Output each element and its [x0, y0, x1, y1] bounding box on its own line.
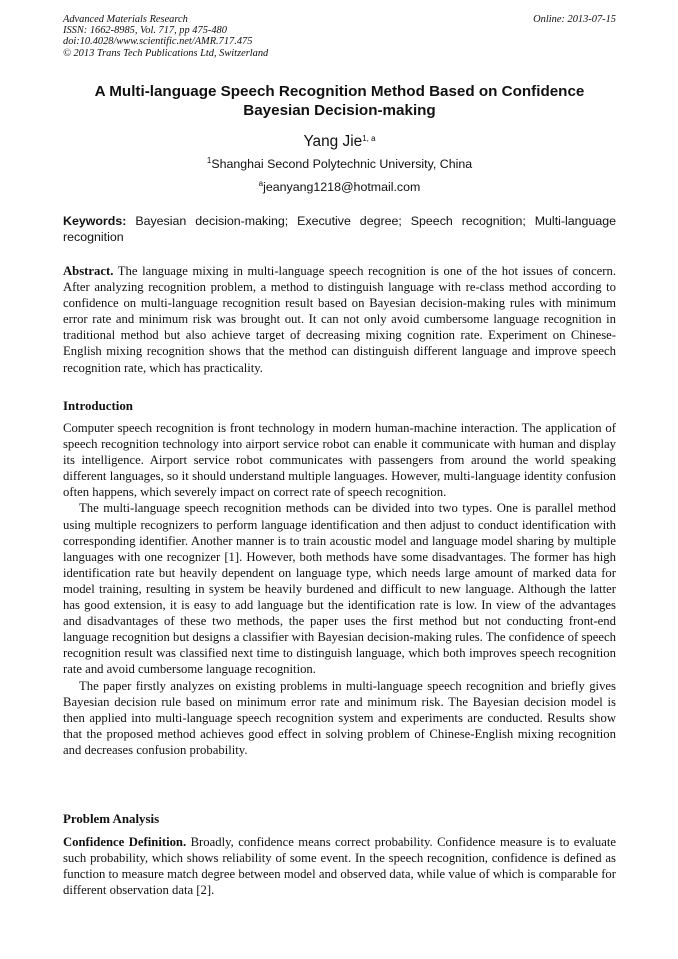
keywords-section — [63, 213, 616, 245]
journal-issn: ISSN: 1662-8985, Vol. 717, pp 475-480 — [63, 25, 227, 37]
author-line — [63, 133, 616, 151]
journal-name: Advanced Materials Research — [63, 14, 188, 25]
online-date: Online: 2013-07-15 — [533, 14, 616, 25]
keywords-label: Keywords: — [63, 214, 127, 228]
author-name: Yang Jie — [303, 133, 363, 150]
abstract-label: Abstract. — [63, 264, 114, 278]
confidence-definition-text: Broadly, confidence means correct probability. Confidence measure is to evaluate such probability, which shows reliability of some event. In the speech recognition, confidence is defined as function to measure match degree between model and observed data, while value of which is comparable for different observation data [2]. — [63, 835, 616, 898]
journal-doi: doi:10.4028/www.scientific.net/AMR.717.475 — [63, 36, 253, 48]
problem-analysis-heading: Problem Analysis — [63, 812, 160, 826]
abstract-text: The language mixing in multi-language speech recognition is one of the hot issues of concern. After analyzing recognition problem, a method to distinguish language with re-class method according to confidence on multi-language recognition result based on Bayesian decision-making rules with minimum error rate and minimum risk was brought out. It can not only avoid cumbersome language recognition in traditional method but also achieve target of decreasing mixing cognition rate. Experiment on Chinese-English mixing recognition shows that the method can distinguish different language and improve speech recognition rate, which has practicality. — [63, 264, 616, 375]
affiliation-line — [63, 157, 616, 172]
introduction-paragraph-2: The multi-language speech recognition methods can be divided into two types. One is parallel method using multiple recognizers to perform language identification and then adjust to conduct identification with corresponding identifier. Another manner is to train acoustic model and language model sharing by multiple languages with one recognizer [1]. However, both methods have some disadvantages. The former has high identification rate but heavily dependent on language type, which needs large amount of marked data for model training, resulting in system be heavily burdened and difficult to new language. Although the latter has good extension, it is easy to add language but the identification rate is low. In view of the advantages and disadvantages of these two methods, the paper uses the first method but not conducting front-end language recognition but designs a classifier with Bayesian decision-making rules. The confidence of speech recognition result was classified next time to distinguish language, which both improves speech recognition rate and avoid cumbersome language recognition. — [63, 501, 616, 677]
journal-header — [63, 14, 616, 59]
email-mark: a — [258, 179, 264, 188]
author-marks: 1, a — [362, 134, 376, 143]
introduction-paragraph-3: The paper firstly analyzes on existing problems in multi-language speech recognition and briefly gives Bayesian decision rule based on minimum error rate and minimum risk. The Bayesian decision model is then applied into multi-language speech recognition system and experiments are conducted. Results show that the proposed method achieves good effect in solving problem of Chinese-English mixing recognition and decreases confusion probability. — [63, 678, 616, 757]
confidence-definition-paragraph — [63, 834, 616, 898]
introduction-section — [63, 420, 616, 758]
introduction-heading: Introduction — [63, 399, 133, 413]
problem-analysis-section — [63, 834, 616, 898]
abstract-paragraph — [63, 263, 616, 376]
keywords-text: Bayesian decision-making; Executive degree; Speech recognition; Multi-language recognition — [63, 214, 617, 244]
journal-copyright: © 2013 Trans Tech Publications Ltd, Switzerland — [63, 47, 269, 59]
journal-info — [63, 14, 268, 59]
confidence-definition-label: Confidence Definition. — [63, 835, 187, 849]
introduction-paragraph-1: Computer speech recognition is front technology in modern human-machine interaction. The application of speech recognition technology into airport service robot can enable it communicate with human and display its intelligence. Airport service robot communicates with passengers from around the world speaking different languages, so it should understand multiple languages. However, multi-language identity confusion often happens, which severely impact on correct rate of speech recognition. — [63, 421, 616, 500]
paper-title: A Multi-language Speech Recognition Method Based on Confidence Bayesian Decision-making — [94, 83, 585, 119]
abstract-section — [63, 263, 616, 376]
affiliation-text: Shanghai Second Polytechnic University, China — [211, 157, 473, 171]
affiliation-mark: 1 — [206, 156, 212, 165]
email-address: jeanyang1218@hotmail.com — [263, 180, 421, 194]
email-line — [63, 180, 616, 195]
